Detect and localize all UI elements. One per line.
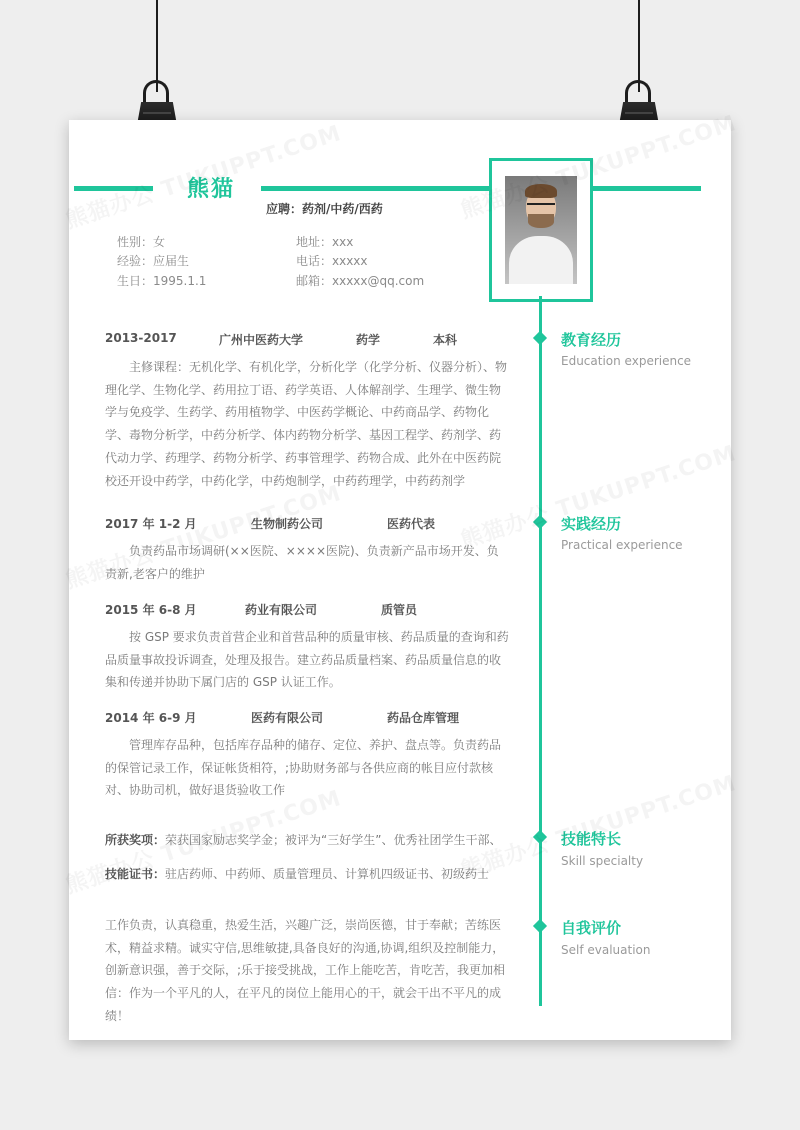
job-period: 2015 年 6-8 月 [105,603,197,617]
section-title-practice: 实践经历 [561,515,622,533]
job-company: 医药有限公司 [251,711,324,725]
education-period: 2013-2017 [105,331,177,345]
header-bar-left [74,186,153,191]
job-role: 药品仓库管理 [387,711,460,725]
awards-row [105,831,501,848]
resume-paper [69,120,731,1040]
info-experience: 经验：应届生 [117,254,190,268]
skills-diamond-icon [533,830,547,844]
hanging-string-right [638,0,640,92]
job-role: 医药代表 [387,517,436,531]
info-address: 地址：xxx [296,235,354,249]
awards-text: 荣获国家励志奖学金；被评为“三好学生”、优秀社团学生干部、 [165,833,502,847]
education-degree: 本科 [433,333,458,347]
section-title-education: 教育经历 [561,331,622,349]
education-major: 药学 [356,333,381,347]
candidate-name: 熊猫 [187,177,236,202]
certs-text: 驻店药师、中药师、质量管理员、计算机四级证书、初级药士 [165,867,490,881]
info-gender: 性别：女 [117,235,166,249]
education-diamond-icon [533,331,547,345]
job-company: 生物制药公司 [251,517,324,531]
awards-label: 所获奖项： [105,833,166,847]
info-birthday: 生日：1995.1.1 [117,274,207,288]
self-diamond-icon [533,919,547,933]
header-bar-right [593,186,701,191]
job-company: 药业有限公司 [245,603,318,617]
education-school: 广州中医药大学 [219,333,304,347]
section-subtitle-skills: Skill specialty [561,854,644,868]
self-evaluation-text: 工作负责，认真稳重，热爱生活，兴趣广泛，崇尚医德，甘于奉献；苦练医术，精益求精。诚实守信,思维敏捷,具备良好的沟通,协调,组织及控制能力，创新意识强，善于交际，;乐于接受挑战，工作上能吃苦，肯吃苦，我更加相信：作为一个平凡的人，在平凡的岗位上能用心的干，就会干出不平凡的成绩！ [105,918,506,1023]
photo-frame [489,158,593,302]
certs-row [105,865,489,882]
job-period: 2014 年 6-9 月 [105,711,197,725]
hanging-string-left [156,0,158,92]
certs-label: 技能证书： [105,867,166,881]
applied-position: 应聘：药剂/中药/西药 [266,202,383,216]
education-description: 主修课程：无机化学、有机化学，分析化学（化学分析、仪器分析）、物理化学、生物化学、药用拉丁语、药学英语、人体解剖学、生理学、微生物学与免疫学、生药学、药用植物学、中医药学概论、中药商品学、药物化学、毒物分析学，中药分析学、体内药物分析学、基因工程学、药剂学、药代动力学、药理学、药物分析学、药事管理学、药物合成、此外在中医药院校还开设中药学，中药化学，中药炮制学，中药药理学，中药药剂学 [105,360,508,488]
section-title-self: 自我评价 [561,919,622,937]
info-phone: 电话：xxxxx [296,254,368,268]
job-description: 负责药品市场调研(××医院、××××医院)、负责新产品市场开发、负责新,老客户的维护 [105,544,499,581]
section-subtitle-self: Self evaluation [561,943,651,957]
timeline-line [539,296,542,1006]
section-subtitle-education: Education experience [561,354,692,368]
job-role: 质管员 [381,603,418,617]
section-title-skills: 技能特长 [561,830,622,848]
practice-diamond-icon [533,515,547,529]
header-bar-middle [261,186,489,191]
job-description: 按 GSP 要求负责首营企业和首营品种的质量审核、药品质量的查询和药品质量事故投诉调查，处理及报告。建立药品质量档案、药品质量信息的收集和传递并协助下属门店的 GSP 认证工作。 [105,630,509,690]
profile-photo [505,176,577,284]
info-email: 邮箱：xxxxx@qq.com [296,274,425,288]
job-description: 管理库存品种，包括库存品种的储存、定位、养护、盘点等。负责药品的保管记录工作，保证帐货相符，;协助财务部与各供应商的帐目应付款核对、协助司机，做好退货验收工作 [105,738,502,798]
section-subtitle-practice: Practical experience [561,538,683,552]
job-period: 2017 年 1-2 月 [105,517,197,531]
